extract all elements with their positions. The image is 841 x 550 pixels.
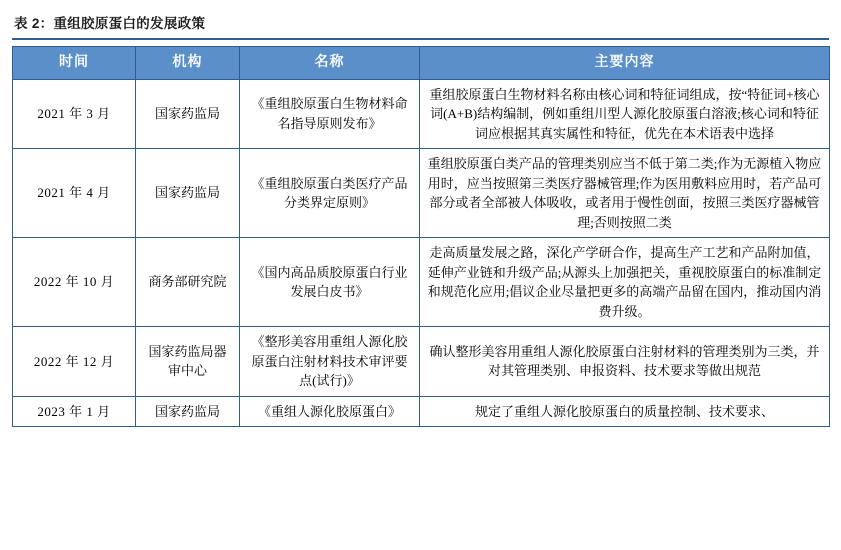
table-row	[13, 238, 830, 327]
table-row	[13, 149, 830, 238]
table-header	[13, 46, 830, 79]
cell-content: 重组胶原蛋白生物材料名称由核心词和特征词组成，按“特征词+核心词(A+B)结构编制，例如重组川型人源化胶原蛋白溶液;核心词和特征词应根据其真实属性和特征，优先在本术语表中选择	[420, 79, 830, 149]
caption-divider	[12, 38, 829, 40]
cell-time: 2021 年 4 月	[13, 149, 136, 238]
column-header-name: 名称	[240, 46, 420, 79]
cell-org: 国家药监局器审中心	[136, 327, 240, 397]
cell-org: 国家药监局	[136, 79, 240, 149]
cell-name: 《整形美容用重组人源化胶原蛋白注射材料技术审评要点(试行)》	[240, 327, 420, 397]
table-row	[13, 396, 830, 427]
table-row	[13, 327, 830, 397]
cell-time: 2022 年 12 月	[13, 327, 136, 397]
cell-time: 2021 年 3 月	[13, 79, 136, 149]
cell-name: 《重组胶原蛋白生物材料命名指导原则发布》	[240, 79, 420, 149]
cell-content: 规定了重组人源化胶原蛋白的质量控制、技术要求、	[420, 396, 830, 427]
cell-org: 国家药监局	[136, 396, 240, 427]
cell-content: 重组胶原蛋白类产品的管理类别应当不低于第二类;作为无源植入物应用时，应当按照第三类医疗器械管理;作为医用敷料应用时，若产品可部分或者全部被人体吸收，或者用于慢性创面，按照三类医疗器械管理;否则按照二类	[420, 149, 830, 238]
cell-time: 2023 年 1 月	[13, 396, 136, 427]
policy-table	[12, 46, 830, 428]
column-header-org: 机构	[136, 46, 240, 79]
column-header-time: 时间	[13, 46, 136, 79]
cell-content: 确认整形美容用重组人源化胶原蛋白注射材料的管理类别为三类，并对其管理类别、申报资料、技术要求等做出规范	[420, 327, 830, 397]
cell-content: 走高质量发展之路，深化产学研合作，提高生产工艺和产品附加值，延伸产业链和升级产品;从源头上加强把关，重视胶原蛋白的标准制定和规范化应用;倡议企业尽量把更多的高端产品留在国内，推动国内消费升级。	[420, 238, 830, 327]
cell-org: 商务部研究院	[136, 238, 240, 327]
table-body	[13, 79, 830, 427]
column-header-content: 主要内容	[420, 46, 830, 79]
cell-name: 《国内高品质胶原蛋白行业发展白皮书》	[240, 238, 420, 327]
cell-name: 《重组人源化胶原蛋白》	[240, 396, 420, 427]
table-caption: 表 2：重组胶原蛋白的发展政策	[14, 16, 206, 31]
table-row	[13, 79, 830, 149]
cell-org: 国家药监局	[136, 149, 240, 238]
table-header-row	[13, 46, 830, 79]
cell-name: 《重组胶原蛋白类医疗产品分类界定原则》	[240, 149, 420, 238]
cell-time: 2022 年 10 月	[13, 238, 136, 327]
